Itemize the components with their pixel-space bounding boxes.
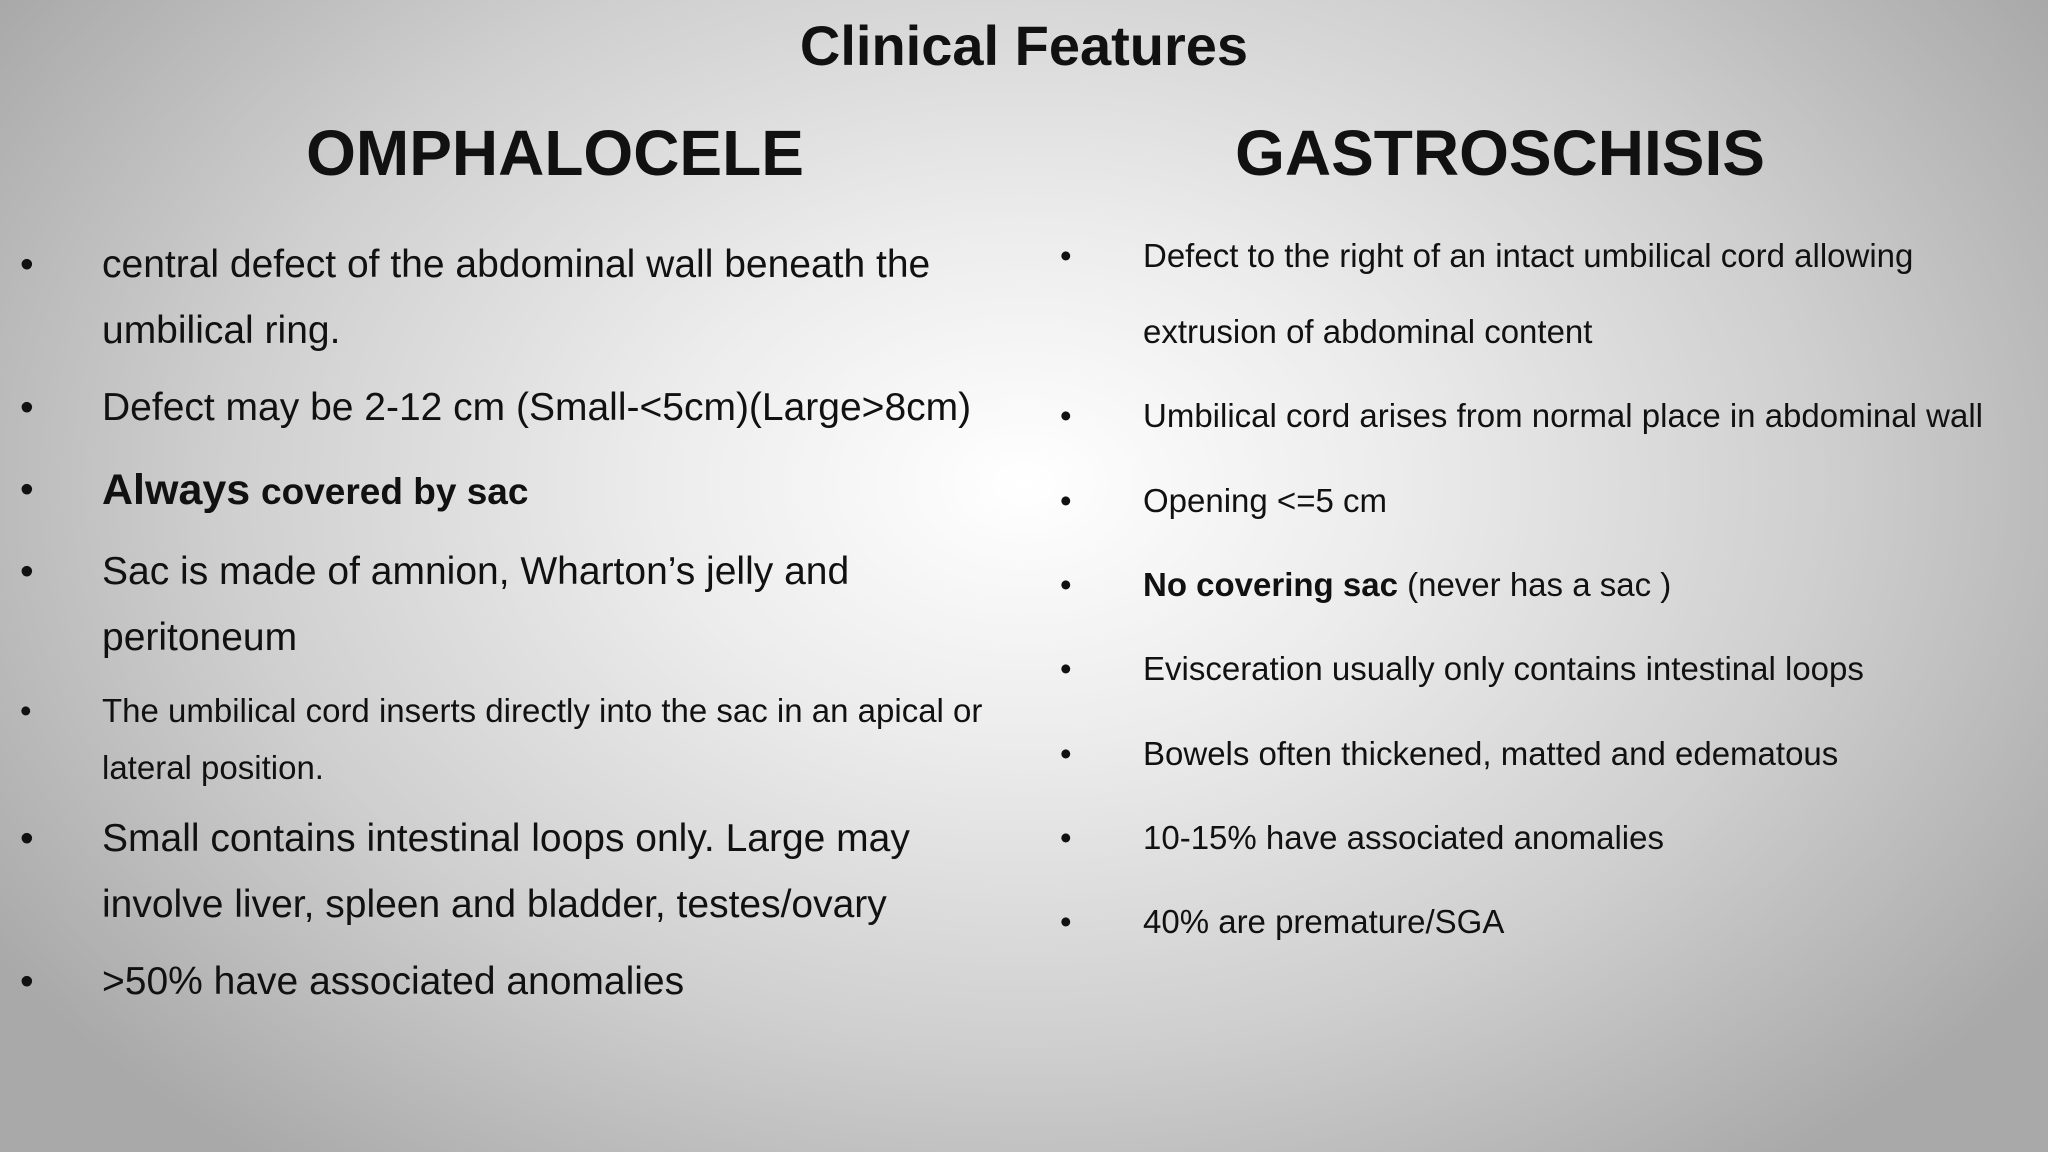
list-item-text: The umbilical cord inserts directly into the sac in an apical or lateral position. — [102, 692, 983, 786]
bullet-icon: • — [20, 692, 32, 729]
bullet-icon: • — [20, 386, 34, 429]
bullet-icon: • — [1060, 903, 1072, 940]
list-item — [1060, 898, 2030, 946]
bullet-icon: • — [20, 960, 34, 1003]
list-item-text: (never has a sac ) — [1407, 566, 1672, 603]
bullet-icon: • — [1060, 819, 1072, 856]
bullet-icon: • — [20, 243, 34, 286]
list-item — [1060, 814, 2030, 862]
list-item — [1060, 477, 2030, 525]
list-item — [1060, 561, 2030, 609]
list-item-text: covered by sac — [261, 471, 529, 512]
list-item-text: Bowels often thickened, matted and edematous — [1143, 735, 1839, 772]
list-item-text: 10-15% have associated anomalies — [1143, 819, 1664, 856]
list-item — [20, 806, 1020, 938]
list-item-bold-lead: No covering sac — [1143, 566, 1398, 603]
list-item-text: 40% are premature/SGA — [1143, 903, 1505, 940]
bullet-icon: • — [1060, 650, 1072, 687]
list-item — [1060, 645, 2030, 693]
slide-title: Clinical Features — [799, 14, 1249, 77]
bullet-icon: • — [1060, 482, 1072, 519]
bullet-icon: • — [1060, 237, 1072, 274]
list-item-text: Sac is made of amnion, Wharton’s jelly and peritoneum — [102, 550, 850, 659]
list-item-text: Evisceration usually only contains intestinal loops — [1143, 650, 1864, 687]
bullet-icon: • — [1060, 566, 1072, 603]
bullet-icon: • — [1060, 397, 1072, 434]
list-item — [20, 682, 1020, 796]
bullet-icon: • — [20, 550, 34, 593]
list-item — [1060, 730, 2030, 778]
list-item-text: Small contains intestinal loops only. Large may involve liver, spleen and bladder, testes/ovary — [102, 817, 910, 926]
bullet-icon: • — [20, 817, 34, 860]
list-item — [1060, 392, 2030, 440]
omphalocele-heading: OMPHALOCELE — [306, 117, 804, 189]
list-item-text: Defect to the right of an intact umbilical cord allowing extrusion of abdominal content — [1143, 237, 1914, 350]
bullet-icon: • — [1060, 735, 1072, 772]
list-item — [20, 375, 1020, 441]
list-item — [20, 949, 1020, 1015]
bullet-icon: • — [20, 468, 34, 511]
list-item — [1060, 218, 2030, 370]
list-item-bold-lead: Always — [102, 466, 251, 514]
list-item — [20, 232, 1020, 364]
list-item — [20, 539, 1020, 671]
list-item-text: >50% have associated anomalies — [102, 960, 685, 1003]
list-item — [20, 457, 1020, 525]
gastroschisis-heading: GASTROSCHISIS — [1235, 117, 1765, 189]
list-item-text: Defect may be 2-12 cm (Small-<5cm)(Large>8cm) — [102, 386, 972, 429]
list-item-text: Umbilical cord arises from normal place in abdominal wall — [1143, 397, 1983, 434]
list-item-text: Opening <=5 cm — [1143, 482, 1387, 519]
list-item-text: central defect of the abdominal wall beneath the umbilical ring. — [102, 243, 931, 352]
